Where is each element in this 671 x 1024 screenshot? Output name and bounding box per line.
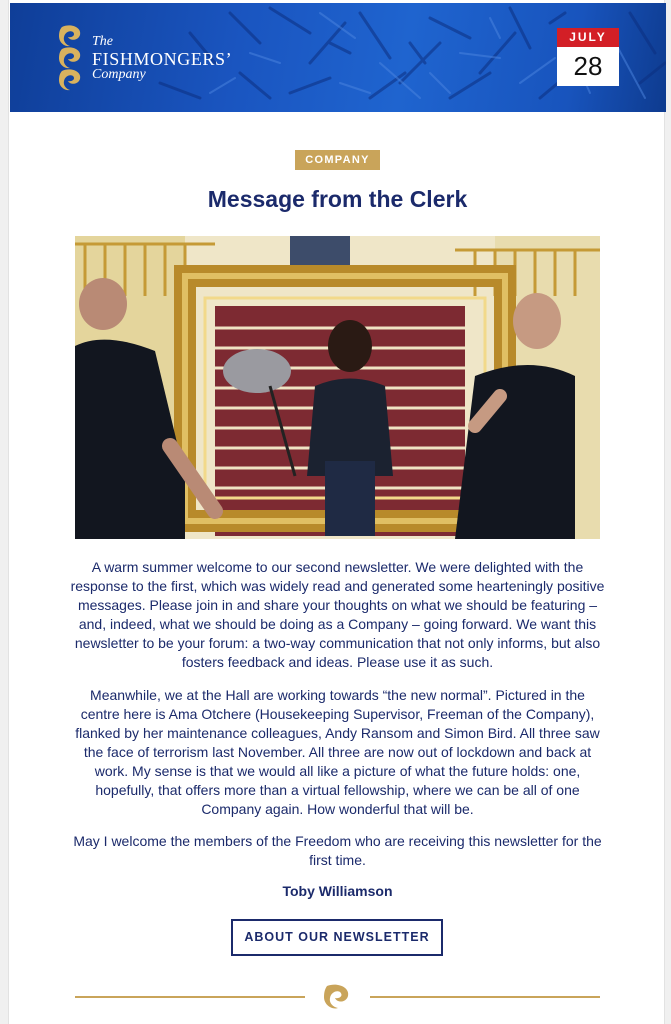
- article-paragraph-1: A warm summer welcome to our second newsletter. We were delighted with the response to the first, which was widely read and generated some hearteningly positive messages. Please join in and share your thoughts on what we should be featuring – and, indeed, what we should be doing as a Company – going forward. We want this newsletter to be your forum: a two-way communication that not only informs, but also fosters feedback and ideas. Please use it as such.: [70, 559, 605, 670]
- photo-image: [75, 236, 600, 539]
- date-day: 28: [573, 51, 603, 81]
- logo-company: Company: [92, 67, 146, 83]
- dolphin-ornament-icon: [321, 982, 353, 1012]
- logo-the: The: [92, 33, 113, 49]
- dolphin-crest-icon: [56, 23, 86, 95]
- article-title: Message from the Clerk: [207, 186, 468, 212]
- category-badge: COMPANY: [295, 150, 380, 170]
- about-newsletter-button[interactable]: ABOUT OUR NEWSLETTER: [231, 919, 443, 956]
- article-paragraph-3: May I welcome the members of the Freedom who are receiving this newsletter for the first time.: [73, 833, 602, 868]
- article-paragraph-2: Meanwhile, we at the Hall are working towards “the new normal”. Pictured in the centre here is Ama Otchere (Housekeeping Supervisor, Freeman of the Company), flanked by her maintenance colleagues, Andy Ransom and Simon Bird. All three saw the face of terrorism last November. All three are now out of lockdown and back at work. My sense is that we would all like a picture of what the future holds: one, hopefully, that offers more than a virtual fellowship, where we can be all of one Company again. How wonderful that will be.: [75, 687, 600, 817]
- fishmongers-logo[interactable]: [56, 23, 232, 95]
- issue-date: [557, 28, 619, 86]
- logo-name: FISHMONGERS’: [92, 48, 233, 69]
- newsletter-header: [10, 3, 666, 112]
- logo-wordmark: [92, 35, 232, 83]
- divider-line-right: [370, 996, 600, 998]
- article-photo: [75, 236, 600, 539]
- author-signature: Toby Williamson: [282, 883, 393, 899]
- date-month: JULY: [557, 28, 619, 47]
- divider-line-left: [75, 996, 305, 998]
